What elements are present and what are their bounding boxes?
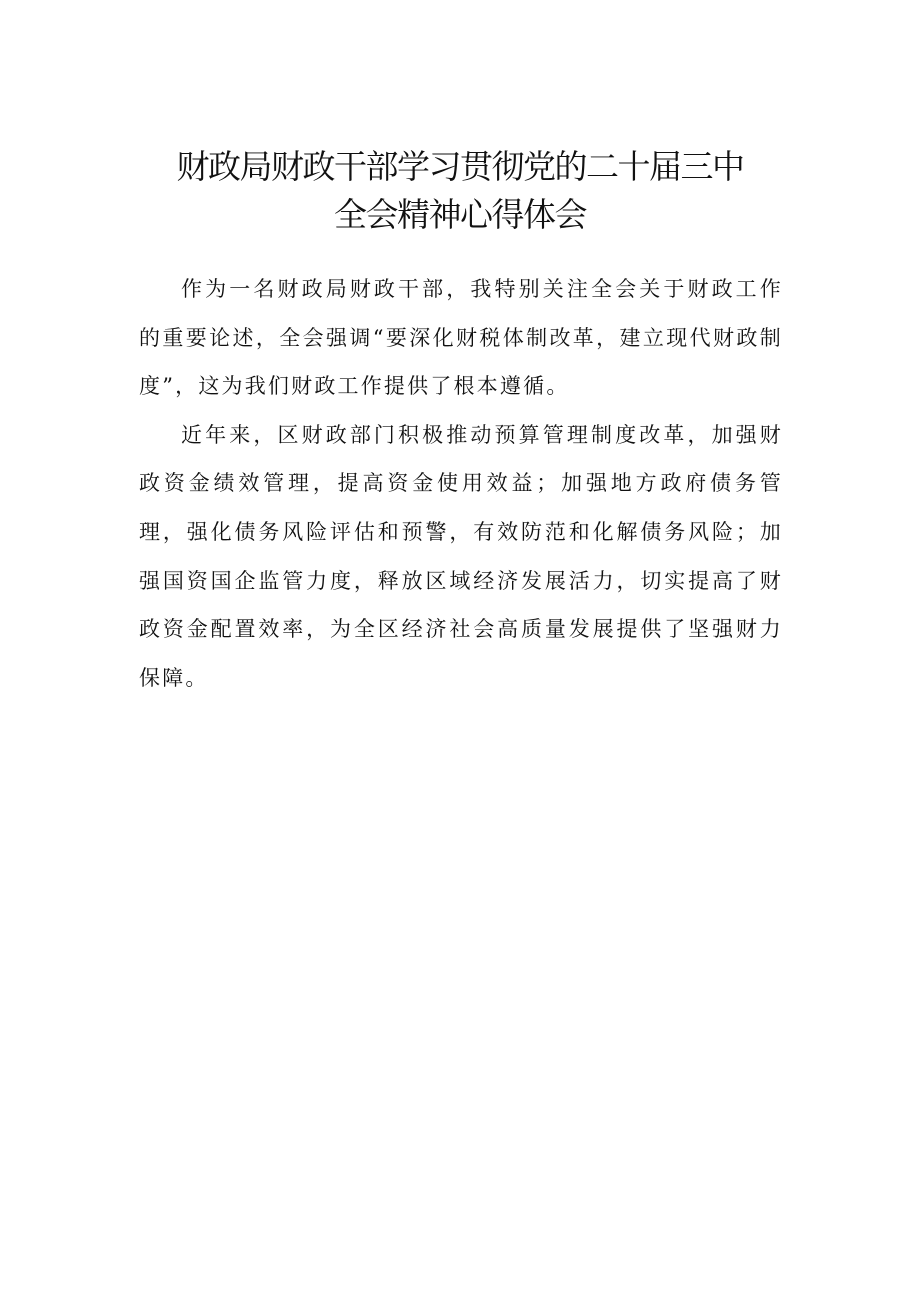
title-line-2: 全会精神心得体会: [334, 195, 586, 234]
title-line-1: 财政局财政干部学习贯彻党的二十届三中: [176, 147, 744, 186]
document-title: [100, 143, 820, 239]
paragraph-2: 近年来，区财政部门积极推动预算管理制度改革，加强财政资金绩效管理，提高资金使用效益；加强地方政府债务管理，强化债务风险评估和预警，有效防范和化解债务风险；加强国资国企监管力度，释放区域经济发展活力，切实提高了财政资金配置效率，为全区经济社会高质量发展提供了坚强财力保障。: [139, 422, 783, 690]
document-body: [139, 265, 783, 702]
paragraph-1: 作为一名财政局财政干部，我特别关注全会关于财政工作的重要论述，全会强调“要深化财税体制改革，建立现代财政制度”，这为我们财政工作提供了根本遵循。: [139, 277, 783, 399]
